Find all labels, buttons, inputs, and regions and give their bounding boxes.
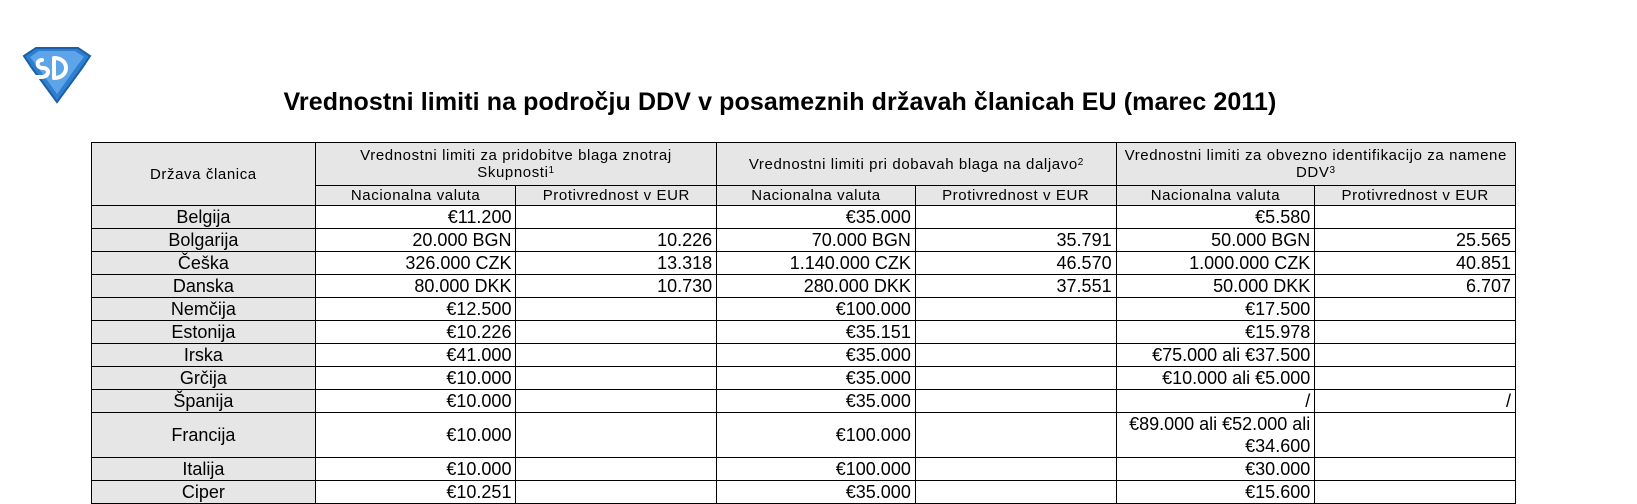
table-row [92,367,1516,390]
eur-value-cell [516,298,717,321]
eur-value-cell [1315,206,1516,229]
country-cell: Grčija [92,367,316,390]
national-value-cell: €41.000 [315,344,516,367]
eur-value-cell [516,481,717,504]
eur-value-cell [1315,367,1516,390]
country-cell: Francija [92,413,316,458]
table-row [92,275,1516,298]
national-value-cell: €10.000 [315,413,516,458]
eur-value-cell: 25.565 [1315,229,1516,252]
national-value-cell: €11.200 [315,206,516,229]
eur-value-cell: 40.851 [1315,252,1516,275]
eur-value-cell [915,321,1116,344]
eur-value-cell [915,344,1116,367]
eur-value-cell: 6.707 [1315,275,1516,298]
vat-limits-table [91,142,1516,504]
table-body [92,206,1516,504]
table-row [92,413,1516,458]
national-value-cell: 50.000 BGN [1116,229,1315,252]
national-value-cell: 1.140.000 CZK [717,252,916,275]
eur-value-cell [516,344,717,367]
eur-value-cell [915,298,1116,321]
national-value-cell: €35.000 [717,344,916,367]
national-value-cell: €30.000 [1116,458,1315,481]
country-cell: Estonija [92,321,316,344]
table-row [92,252,1516,275]
table-row [92,321,1516,344]
eur-value-cell: / [1315,390,1516,413]
national-value-cell: 280.000 DKK [717,275,916,298]
eur-value-cell [1315,321,1516,344]
country-cell: Ciper [92,481,316,504]
eur-value-cell [915,367,1116,390]
table-row [92,344,1516,367]
page-title: Vrednostni limiti na področju DDV v posameznih državah članicah EU (marec 2011) [283,88,1277,116]
subheader-eur-equivalent: Protivrednost v EUR [516,186,717,206]
eur-value-cell [1315,298,1516,321]
national-value-cell: 20.000 BGN [315,229,516,252]
subheader-national-currency: Nacionalna valuta [1116,186,1315,206]
eur-value-cell [1315,458,1516,481]
subheader-national-currency: Nacionalna valuta [717,186,916,206]
national-value-cell: 80.000 DKK [315,275,516,298]
national-value-cell: €10.000 ali €5.000 [1116,367,1315,390]
eur-value-cell: 46.570 [915,252,1116,275]
group-header-distance-sales: Vrednostni limiti pri dobavah blaga na daljavo$^2$ [717,143,1116,186]
table-row [92,298,1516,321]
eur-value-cell [915,206,1116,229]
national-value-cell: €75.000 ali €37.500 [1116,344,1315,367]
eur-value-cell [516,413,717,458]
country-cell: Španija [92,390,316,413]
country-column-header: Država članica [92,143,316,206]
eur-value-cell [1315,344,1516,367]
eur-value-cell [516,458,717,481]
national-value-cell: €15.978 [1116,321,1315,344]
eur-value-cell [1315,481,1516,504]
eur-value-cell [915,458,1116,481]
national-value-cell: / [1116,390,1315,413]
table-row [92,458,1516,481]
group-header-acquisitions: Vrednostni limiti za pridobitve blaga znotraj Skupnosti$^1$ [315,143,716,186]
national-value-cell: €35.151 [717,321,916,344]
national-value-cell: €5.580 [1116,206,1315,229]
eur-value-cell [516,390,717,413]
country-cell: Danska [92,275,316,298]
eur-value-cell: 37.551 [915,275,1116,298]
national-value-cell: 326.000 CZK [315,252,516,275]
national-value-cell: €35.000 [717,390,916,413]
table-header-row [92,143,1516,186]
eur-value-cell [915,413,1116,458]
national-value-cell: €100.000 [717,413,916,458]
national-value-cell: €35.000 [717,481,916,504]
national-value-cell: €17.500 [1116,298,1315,321]
table-row [92,481,1516,504]
national-value-text: €89.000 ali €52.000 ali €34.600 [1129,414,1311,456]
country-cell: Nemčija [92,298,316,321]
national-value-cell: €100.000 [717,298,916,321]
country-cell: Belgija [92,206,316,229]
national-value-cell: 1.000.000 CZK [1116,252,1315,275]
national-value-cell: €10.226 [315,321,516,344]
eur-value-cell: 35.791 [915,229,1116,252]
country-cell: Irska [92,344,316,367]
national-value-cell: 70.000 BGN [717,229,916,252]
national-value-cell: €100.000 [717,458,916,481]
eur-value-cell [1315,413,1516,458]
eur-value-cell [516,206,717,229]
national-value-cell: €12.500 [315,298,516,321]
national-value-cell: €10.000 [315,390,516,413]
eur-value-cell: 13.318 [516,252,717,275]
national-value-cell: €10.000 [315,367,516,390]
subheader-national-currency: Nacionalna valuta [315,186,516,206]
eur-value-cell: 10.730 [516,275,717,298]
group-header-vat-identification: Vrednostni limiti za obvezno identifikacijo za namene DDV$^3$ [1116,143,1515,186]
subheader-eur-equivalent: Protivrednost v EUR [1315,186,1516,206]
national-value-cell: €35.000 [717,367,916,390]
eur-value-cell [516,321,717,344]
country-cell: Bolgarija [92,229,316,252]
eur-value-cell [915,390,1116,413]
country-cell: Češka [92,252,316,275]
country-cell: Italija [92,458,316,481]
national-value-cell: €10.000 [315,458,516,481]
national-value-cell: €15.600 [1116,481,1315,504]
national-value-cell: €35.000 [717,206,916,229]
table-row [92,390,1516,413]
national-value-cell: 50.000 DKK [1116,275,1315,298]
eur-value-cell [915,481,1116,504]
table-row [92,206,1516,229]
table-row [92,229,1516,252]
national-value-cell: €10.251 [315,481,516,504]
national-value-cell [1116,413,1315,458]
eur-value-cell: 10.226 [516,229,717,252]
eur-value-cell [516,367,717,390]
subheader-eur-equivalent: Protivrednost v EUR [915,186,1116,206]
